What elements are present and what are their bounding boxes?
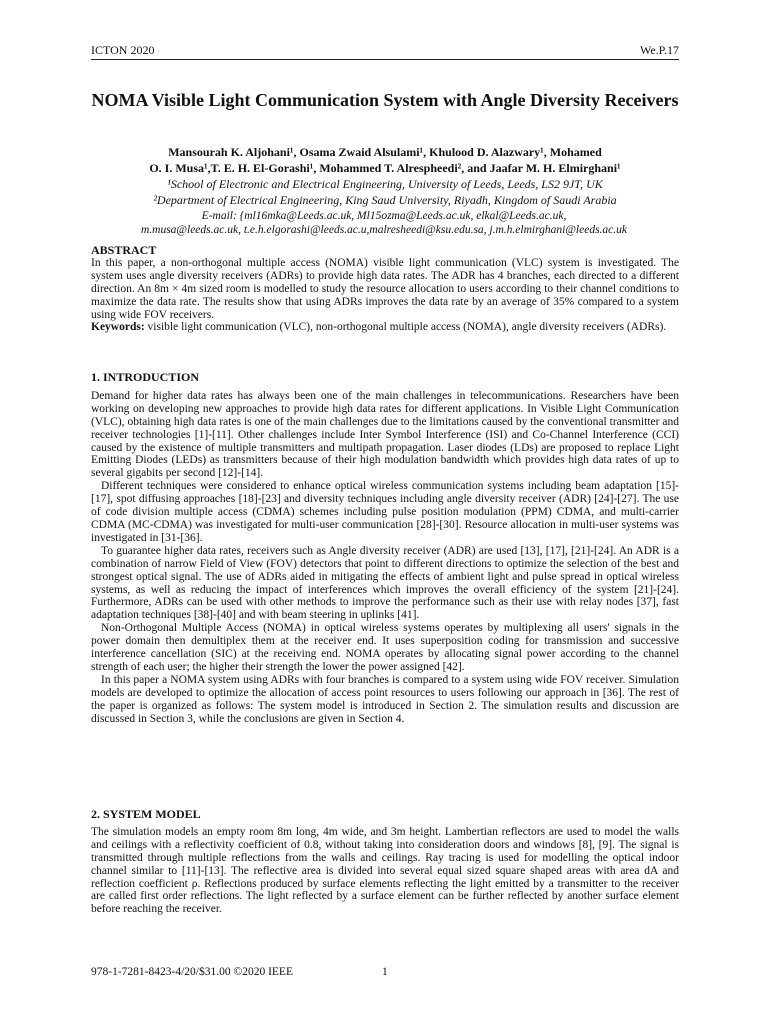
paragraph: Different techniques were considered to enhance optical wireless communication systems including beam adaptation [15]-[17], spot diffusing approaches [18]-[23] and diversity techniques including angle diversity receiver (ADR) [24]-[27]. The use of code division multiple access (CDMA) schemes including pulse position modulation (PPM) CDMA, and multi-carrier CDMA (MC-CDMA) was investigated for multi-user communication [28]-[30]. Resource allocation in multi-user systems was investigated in [31-[36]. [91,480,679,544]
introduction-heading: 1. INTRODUCTION [91,370,200,384]
author-line: Mansourah K. Aljohani¹, Osama Zwaid Alsulami¹, Khulood D. Alazwary¹, Mohamed [168,145,602,159]
paper-title: NOMA Visible Light Communication System with Angle Diversity Receivers [91,90,679,110]
email-list [84,209,684,237]
system-model-heading: 2. SYSTEM MODEL [91,807,201,821]
affiliations [91,176,679,208]
paragraph: In this paper a NOMA system using ADRs with four branches is compared to a system using wide FOV receiver. Simulation models are developed to optimize the allocation of access point resources to users following our approach in [36]. The rest of the paper is organized as follows: The system model is introduced in Section 2. The simulation results and discussion are discussed in Section 3, while the conclusions are given in Section 4. [91,673,679,725]
page-number: 1 [382,966,388,978]
paragraph: To guarantee higher data rates, receivers such as Angle diversity receiver (ADR) are used [13], [17], [21]-[24]. An ADR is a combination of narrow Field of View (FOV) detectors that point to different directions to optimize the selection of the best and strongest optical signal. The use of ADRs aided in mitigating the effects of ambient light and pulse spread in optical wireless systems, as well as reducing the impact of interferences which improves the overall efficiency of the system [21]-[24]. Furthermore, ADRs can be used with other methods to improve the performance such as their use with relay nodes [37], fast adaptation techniques [38]-[40] and with beam steering in uplinks [41]. [91,544,679,622]
running-header [91,43,679,60]
email-line: E-mail: {ml16mka@Leeds.ac.uk, Ml15ozma@Leeds.ac.uk, elkal@Leeds.ac.uk, [201,210,567,222]
author-list [91,144,679,176]
copyright-footer: 978-1-7281-8423-4/20/$31.00 ©2020 IEEE [91,966,293,978]
abstract-heading: ABSTRACT [91,243,157,257]
paragraph: Non-Orthogonal Multiple Access (NOMA) in optical wireless systems operates by multiplexing all users' signals in the power domain then demultiplex them at the receiver end. It uses superposition coding for transmission and successive interference cancellation (SIC) at the receiving end. NOMA operates by allocating signal power according to the channel strength of each user; the higher their strength the lower the power assigned [42]. [91,622,679,673]
keywords-label: Keywords: [91,321,145,334]
paragraph: Demand for higher data rates has always been one of the main challenges in telecommunications. Researchers have been working on developing new approaches to provide high data rates for different applications. In Visible Light Communication (VLC), obtaining high data rates is one of the main challenges due to the limitations caused by the conventional transmitter and receiver technologies [1]-[11]. Other challenges include Inter Symbol Interference (ISI) and Co-Channel Interference (CCI) caused by the existence of multiple transmitters and multipath propagation. Laser diodes (LDs) are proposed to replace Light Emitting Diodes (LEDs) as transmitters because of their high modulation bandwidth which provides high data rates of up to several gigabits per second [12]-[14]. [91,389,679,480]
paragraph: The simulation models an empty room 8m long, 4m wide, and 3m height. Lambertian reflectors are used to model the walls and ceilings with a reflectivity coefficient of 0.8, without taking into consideration doors and windows [8], [9]. The signal is transmitted through multiple reflections from the walls and ceilings. Ray tracing is used for modelling the optical indoor channel similar to [11]-[13]. The reflective area is divided into several equal sized square shaped areas with area dA and reflection coefficient ρ. Reflections produced by surface elements reflecting the light emitted by a transmitter to the receiver are called first order reflections. The light reflected by a surface element can be further reflected by another surface element before reaching the receiver. [91,825,679,916]
affiliation: ¹School of Electronic and Electrical Engineering, University of Leeds, Leeds, LS2 9JT, UK [167,177,603,191]
abstract-text: In this paper, a non-orthogonal multiple access (NOMA) visible light communication (VLC) system is investigated. The system uses angle diversity receivers (ADRs) to provide high data rates. The ADR has 4 branches, each directed to a different direction. An 8m × 4m sized room is modelled to study the resource allocation to users according to their channel conditions to maximize the data rate. The results show that using ADRs improves the data rate by an average of 35% compared to a system using wide FOV receivers. [91,256,679,321]
author-line: O. I. Musa¹,T. E. H. El-Gorashi¹, Mohammed T. Alrespheedi², and Jaafar M. H. Elmirghani¹ [149,161,621,175]
introduction-section [91,371,679,725]
keywords-text: visible light communication (VLC), non-orthogonal multiple access (NOMA), angle diversity receivers (ADRs). [147,321,667,334]
keywords [91,321,679,334]
paper-code: We.P.17 [639,43,679,57]
affiliation: ²Department of Electrical Engineering, King Saud University, Riyadh, Kingdom of Saudi Arabia [153,193,617,207]
email-line: m.musa@leeds.ac.uk, t.e.h.elgorashi@leeds.ac.u,malresheedi@ksu.edu.sa, j.m.h.elmirghani@leeds.ac.uk [140,224,628,236]
abstract-section [91,244,679,334]
conference-name: ICTON 2020 [91,43,155,57]
system-model-section [91,808,679,916]
